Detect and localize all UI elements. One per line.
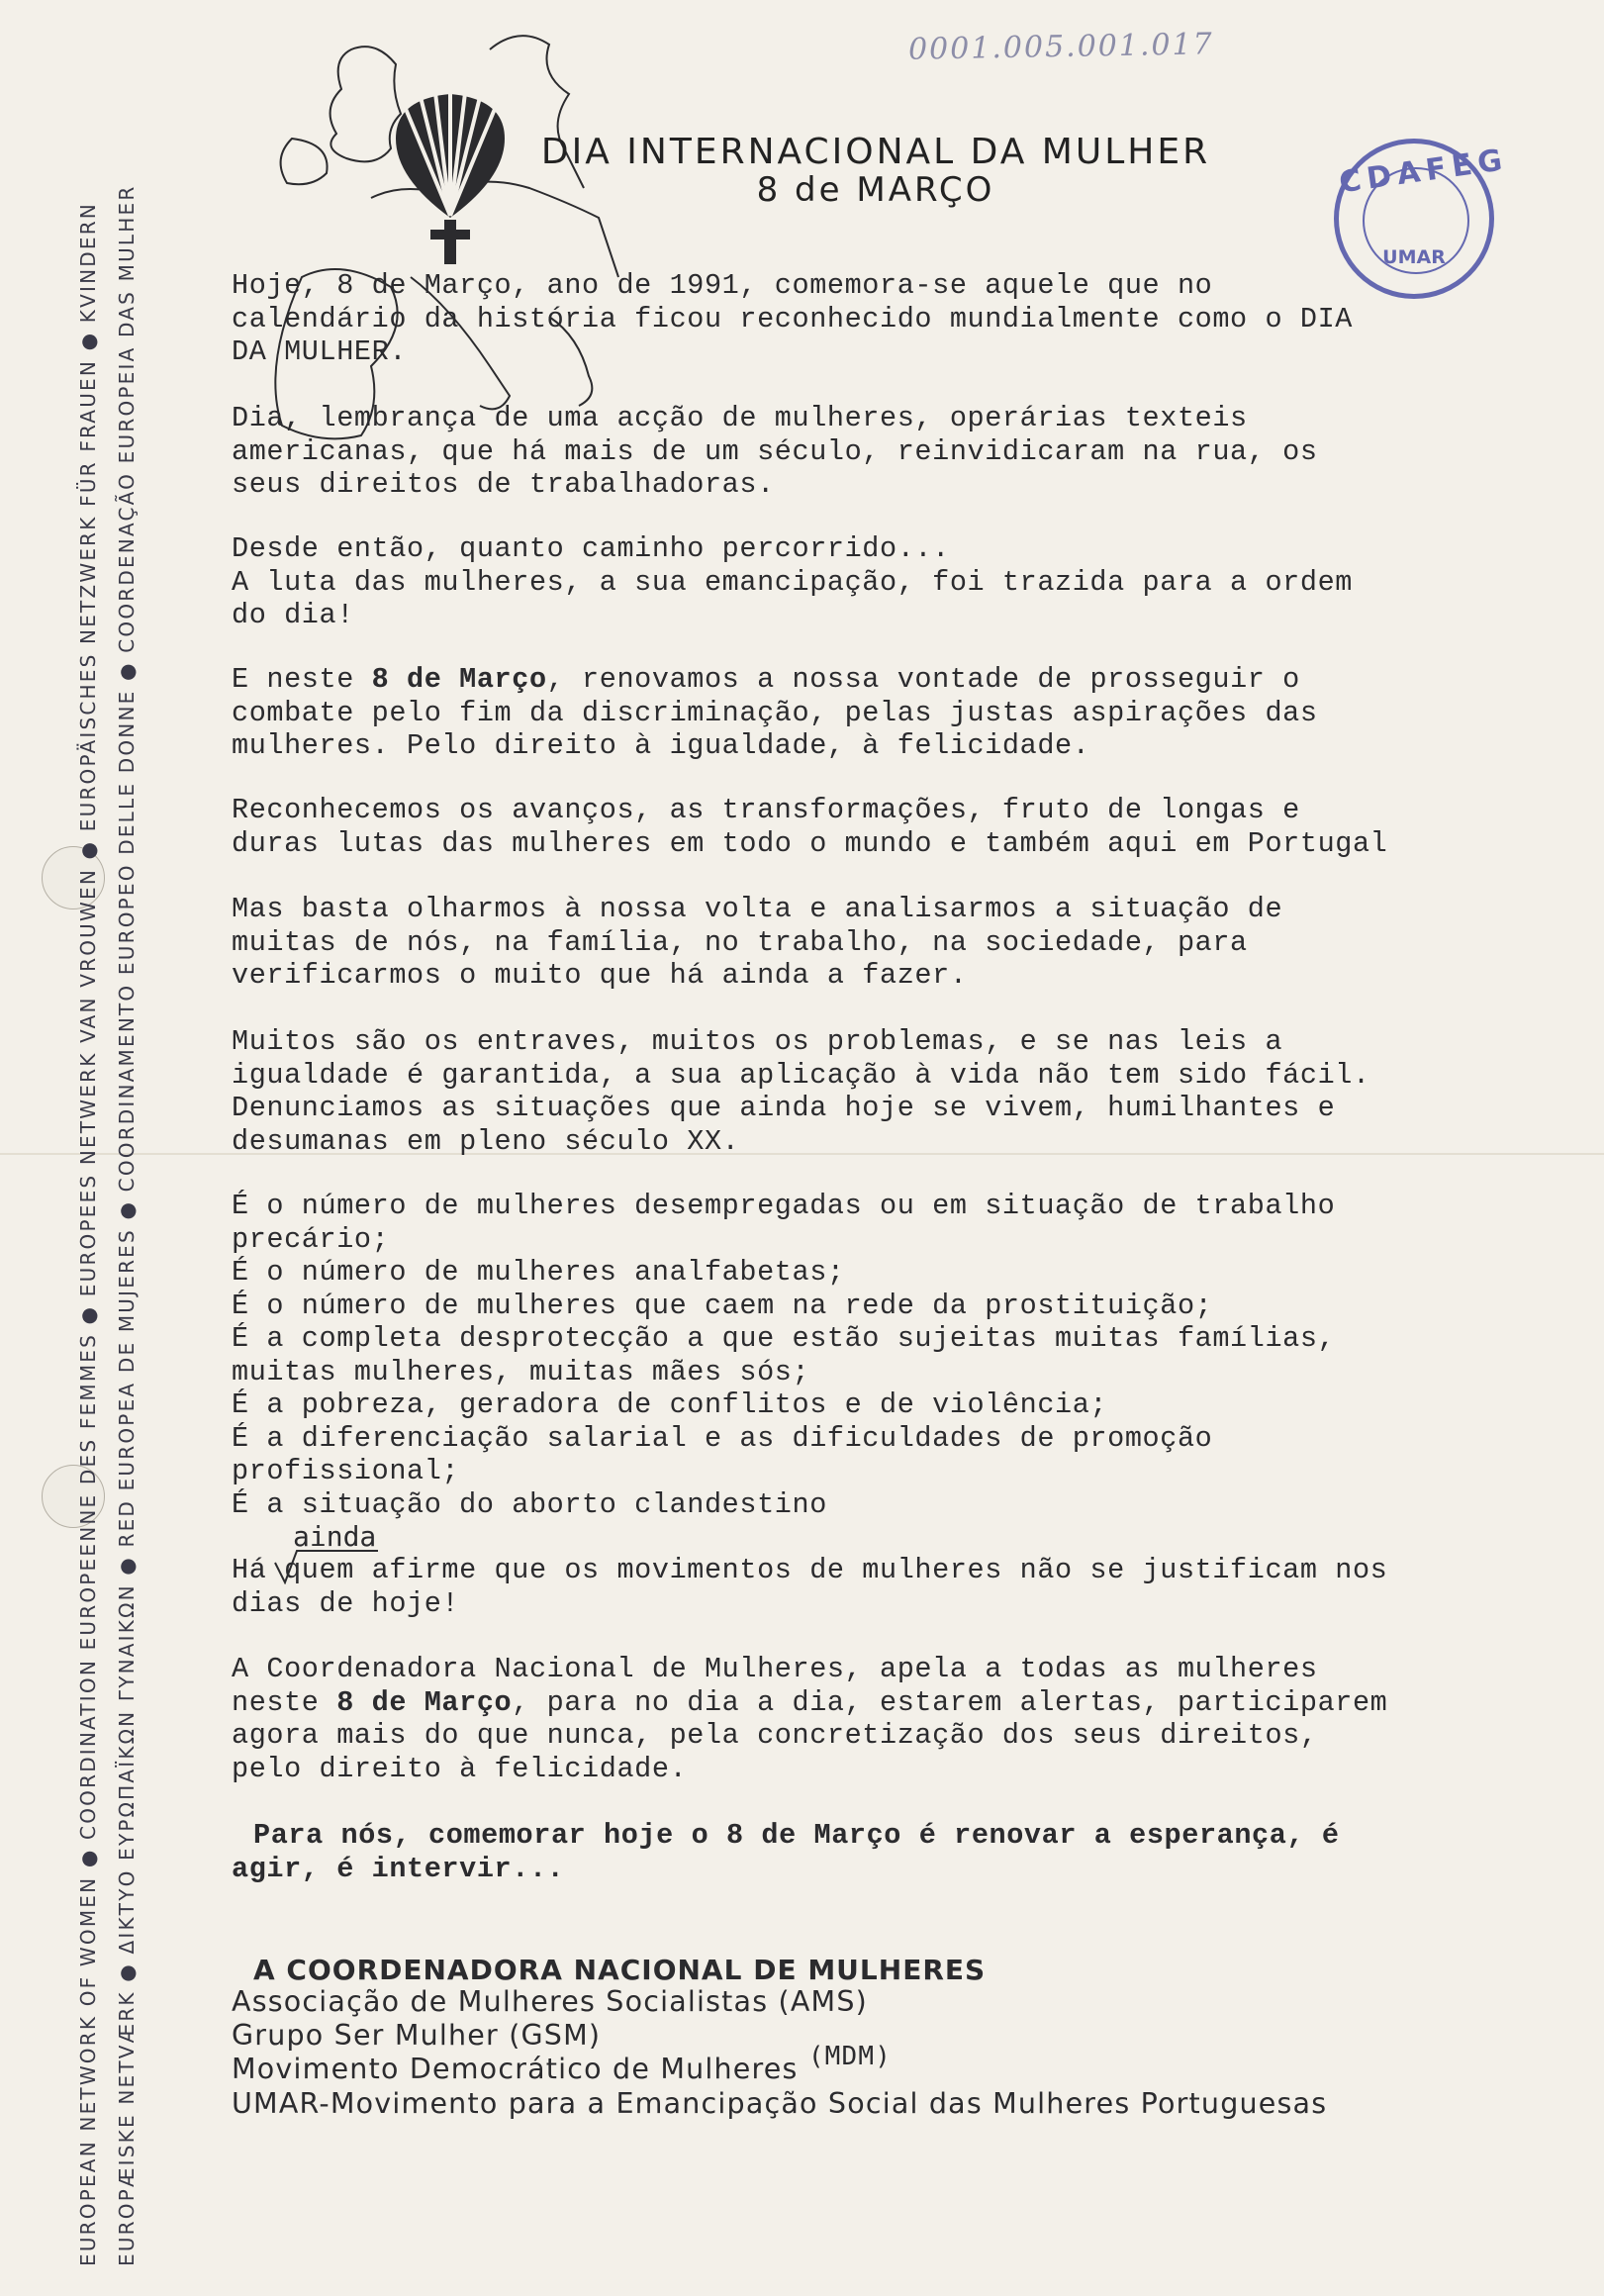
p4-line-3: mulheres. Pelo direito à igualdade, à felicidade.: [232, 729, 1090, 762]
org-gsm: Grupo Ser Mulher (GSM): [232, 2019, 602, 2052]
p10-text-a: neste: [232, 1685, 337, 1719]
paragraph-1: [232, 269, 1548, 369]
p8-line-9: profissional;: [232, 1455, 460, 1487]
p7-line-2: igualdade é garantida, a sua aplicação à vida não tem sido fácil.: [232, 1058, 1370, 1092]
p10-text-c: , para no dia a dia, estarem alertas, participarem: [512, 1685, 1388, 1719]
p3-line-1: Desde então, quanto caminho percorrido...: [232, 532, 950, 565]
mdm-handwritten-note: (MDM): [807, 2042, 893, 2071]
p8-line-1: É o número de mulheres desempregadas ou em situação de trabalho: [232, 1190, 1336, 1222]
p6-line-1: Mas basta olharmos à nossa volta e analisarmos a situação de: [232, 893, 1283, 925]
p3-line-2: A luta das mulheres, a sua emancipação, foi trazida para a ordem: [232, 565, 1353, 599]
handwritten-ainda-note: ainda: [293, 1520, 377, 1553]
stamp-bottom-text: UMAR: [1382, 246, 1446, 268]
p10-bold-date: 8 de Março: [336, 1685, 513, 1719]
p7-line-4: desumanas em pleno século XX.: [232, 1124, 740, 1158]
network-banner-line-1: EUROPEAN NETWORK OF WOMEN ● COORDINATION EUROPEENNE DES FEMMES ● EUROPEES NETWERK VAN VROUWEN ● EUROPÄISCHES NETZWERK FÜR FRAUEN ● KVINDERN: [76, 202, 100, 2266]
p8-line-6: muitas mulheres, muitas mães sós;: [232, 1355, 810, 1388]
p10-line-1: A Coordenadora Nacional de Mulheres, apela a todas as mulheres: [232, 1653, 1318, 1685]
signature-organizations: [232, 1985, 1577, 2121]
ireland-outline: [281, 139, 328, 184]
p4-line-1: [232, 663, 1548, 697]
p8-line-7: É a pobreza, geradora de conflitos e de violência;: [232, 1388, 1108, 1421]
org-mdm: Movimento Democrático de Mulheres: [232, 2053, 799, 2085]
network-banner: [69, 30, 188, 2266]
document-subtitle: 8 de MARÇO: [756, 170, 995, 210]
signature-heading: A COORDENADORA NACIONAL DE MULHERES: [253, 1954, 987, 1986]
p2-line-2: americanas, que há mais de um século, reinvidicaram na rua, os: [232, 434, 1318, 468]
network-banner-line-2: EUROPÆISKE NETVÆRK ● ΔΙΚΤΥΟ ΕΥΡΩΠΑΪΚΩΝ ΓΥΝΑΙΚΩΝ ● RED EUROPEA DE MUJERES ● COORDINAMENTO EUROPEO DELLE DONNE ● COORDENAÇÃO EUROPEIA DAS MULHER: [115, 184, 139, 2266]
p1-line-3: DA MULHER.: [232, 335, 408, 368]
p8-line-5: É a completa desprotecção a que estão sujeitas muitas famílias,: [232, 1322, 1336, 1355]
paragraph-10: [232, 1653, 1548, 1785]
p6-line-2: muitas de nós, na família, no trabalho, na sociedade, para: [232, 925, 1248, 959]
paragraph-11: [232, 1819, 1550, 1885]
p4-line-2: combate pelo fim da discriminação, pelas justas aspirações das: [232, 696, 1318, 729]
p11-line-1: Para nós, comemorar hoje o 8 de Março é renovar a esperança, é: [253, 1819, 1340, 1852]
p3-line-3: do dia!: [232, 599, 354, 631]
p9-line-2: dias de hoje!: [232, 1586, 460, 1620]
p9-line-1: Há quem afirme que os movimentos de mulheres não se justificam nos: [232, 1554, 1388, 1586]
paragraph-3: [232, 532, 1548, 632]
stamp-top-text: CDAFEG: [1337, 142, 1511, 201]
p2-line-3: seus direitos de trabalhadoras.: [232, 468, 775, 501]
p10-line-2: [232, 1686, 1548, 1720]
paragraph-9: [232, 1554, 1548, 1620]
p10-line-3: agora mais do que nunca, pela concretização dos seus direitos,: [232, 1719, 1318, 1752]
p2-line-1: Dia, lembrança de uma acção de mulheres, operárias texteis: [232, 402, 1248, 434]
p5-line-1: Reconhecemos os avanços, as transformações, fruto de longas e: [232, 794, 1300, 826]
p6-line-3: verificarmos o muito que há ainda a fazer.: [232, 959, 968, 992]
p1-line-2: calendário da história ficou reconhecido mundialmente como o DIA: [232, 302, 1353, 335]
p8-line-8: É a diferenciação salarial e as dificuldades de promoção: [232, 1421, 1213, 1455]
p8-line-3: É o número de mulheres analfabetas;: [232, 1256, 845, 1289]
document-title: DIA INTERNACIONAL DA MULHER: [540, 132, 1211, 172]
p1-line-1: Hoje, 8 de Março, ano de 1991, comemora-se aquele que no: [232, 269, 1213, 302]
p11-line-2: agir, é intervir...: [232, 1852, 565, 1885]
archive-reference: 0001.005.001.017: [907, 27, 1215, 67]
paragraph-2: [232, 402, 1548, 502]
p8-line-4: É o número de mulheres que caem na rede da prostituição;: [232, 1289, 1213, 1322]
org-ams: Associação de Mulheres Socialistas (AMS): [232, 1985, 868, 2018]
p7-line-3: Denunciamos as situações que ainda hoje se vivem, humilhantes e: [232, 1092, 1336, 1124]
p4-text-a: E neste: [232, 663, 372, 696]
p4-bold-date: 8 de Março: [371, 663, 547, 696]
org-umar: UMAR-Movimento para a Emancipação Social das Mulheres Portuguesas: [232, 2087, 1328, 2120]
paragraph-4: [232, 663, 1548, 763]
paragraph-7: [232, 1025, 1548, 1158]
p8-line-2: precário;: [232, 1222, 390, 1256]
p10-line-4: pelo direito à felicidade.: [232, 1752, 688, 1785]
paragraph-8-list: [232, 1190, 1548, 1521]
org-mdm-row: [232, 2042, 1577, 2087]
p4-text-c: , renovamos a nossa vontade de prosseguir o: [546, 663, 1300, 696]
p8-line-10: É a situação do aborto clandestino: [232, 1487, 827, 1521]
p7-line-1: Muitos são os entraves, muitos os problemas, e se nas leis a: [232, 1025, 1283, 1058]
paragraph-5: [232, 794, 1548, 860]
paragraph-6: [232, 893, 1548, 993]
p5-line-2: duras lutas das mulheres em todo o mundo e também aqui em Portugal: [232, 826, 1388, 860]
